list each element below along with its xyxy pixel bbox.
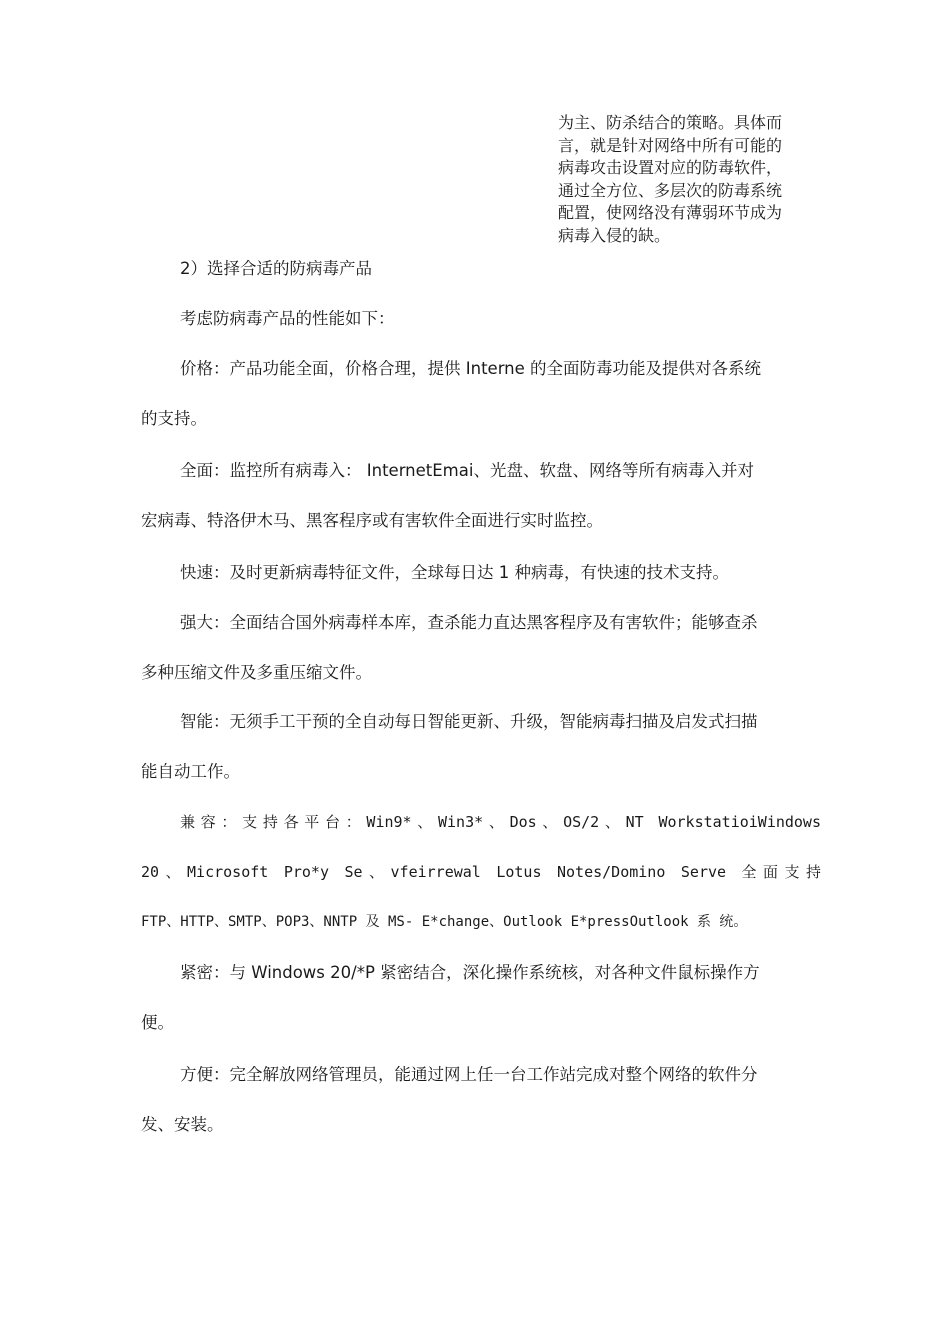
paragraph-line: 方便：完全解放网络管理员，能通过网上任一台工作站完成对整个网络的软件分: [180, 1065, 758, 1084]
side-note-line: 配置，使网络没有薄弱环节成为: [558, 203, 783, 222]
paragraph-line: 宏病毒、特洛伊木马、黑客程序或有害软件全面进行实时监控。: [141, 511, 603, 530]
side-note-line: 为主、防杀结合的策略。具体而: [558, 113, 783, 132]
paragraph-line: 全面：监控所有病毒入： InternetEmai、光盘、软盘、网络等所有病毒入并对: [180, 461, 754, 480]
side-note-line: 通过全方位、多层次的防毒系统: [558, 180, 783, 200]
paragraph-line: 能自动工作。: [141, 762, 240, 781]
side-note-line: 病毒攻击设置对应的防毒软件，: [558, 158, 783, 177]
paragraph-line: 强大：全面结合国外病毒样本库，查杀能力直达黑客程序及有害软件；能够查杀: [180, 613, 758, 632]
side-note: [558, 112, 828, 247]
paragraph-line: 多种压缩文件及多重压缩文件。: [141, 663, 372, 682]
paragraph-line: 便。: [141, 1013, 174, 1032]
side-note-line: 言，就是针对网络中所有可能的: [558, 135, 783, 155]
paragraph-line: 紧密：与 Windows 20/*P 紧密结合，深化操作系统核，对各种文件鼠标操作方: [180, 963, 760, 982]
paragraph-line: 智能：无须手工干预的全自动每日智能更新、升级，智能病毒扫描及启发式扫描: [180, 712, 758, 731]
paragraph-line: FTP、HTTP、SMTP、POP3、NNTP 及 MS- E*change、Outlook E*pressOutlook 系 统。: [141, 914, 748, 930]
intro-line: 考虑防病毒产品的性能如下：: [180, 309, 395, 328]
paragraph-line: 发、安装。: [141, 1115, 224, 1134]
paragraph-line: 20、Microsoft Pro*y Se、vfeirrewal Lotus Notes/Domino Serve 全面支持: [141, 863, 821, 881]
paragraph-line: 的支持。: [141, 409, 207, 428]
section-heading: 2）选择合适的防病毒产品: [180, 259, 372, 278]
paragraph-line: 价格：产品功能全面，价格合理，提供 Interne 的全面防毒功能及提供对各系统: [180, 359, 762, 378]
paragraph-line: 快速：及时更新病毒特征文件，全球每日达 1 种病毒，有快速的技术支持。: [180, 563, 729, 582]
side-note-line: 病毒入侵的缺。: [558, 225, 671, 245]
paragraph-line: 兼容：支持各平台：Win9*、Win3*、Dos、OS/2、NT WorkstatioiWindows: [180, 813, 821, 831]
